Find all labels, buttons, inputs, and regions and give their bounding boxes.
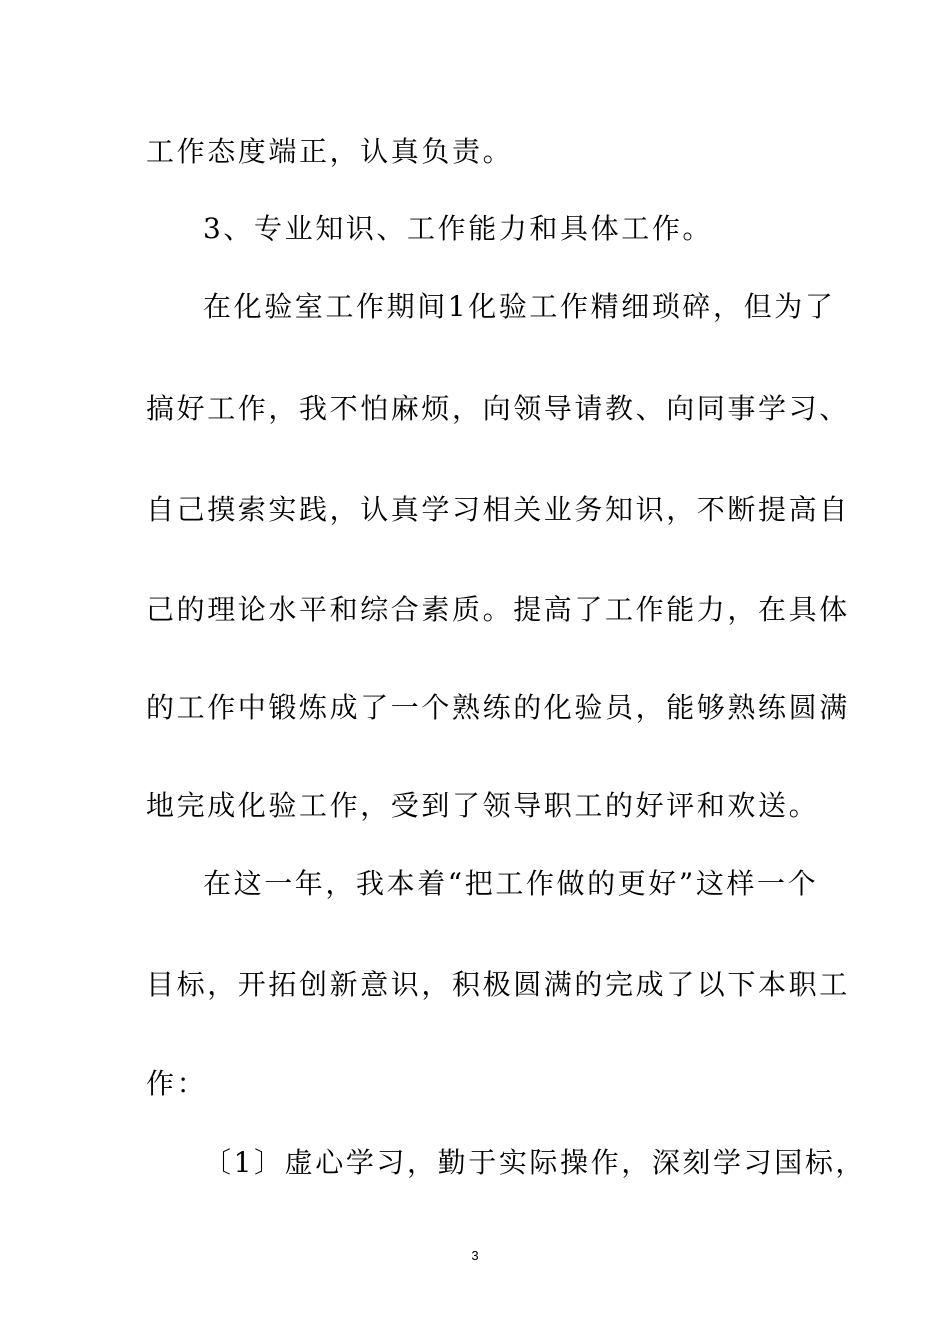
text-line-9: 在这一年，我本着“把工作做的更好”这样一个 — [203, 867, 819, 900]
page-number: 3 — [471, 1248, 479, 1263]
text-line-4: 搞好工作，我不怕麻烦，向领导请教、向同事学习、 — [146, 392, 850, 425]
text-line-3: 在化验室工作期间1化验工作精细琐碎，但为了 — [203, 290, 836, 323]
text-line-10: 目标，开拓创新意识，积极圆满的完成了以下本职工 — [146, 968, 850, 1001]
text-line-5: 自己摸索实践，认真学习相关业务知识，不断提高自 — [146, 493, 850, 526]
text-line-8: 地完成化验工作，受到了领导职工的好评和欢送。 — [146, 789, 820, 822]
text-line-6: 己的理论水平和综合素质。提高了工作能力，在具体 — [146, 593, 850, 626]
text-line-11: 作： — [146, 1067, 208, 1100]
text-line-1: 工作态度端正，认真负责。 — [146, 135, 514, 168]
section-heading-3: 3、专业知识、工作能力和具体工作。 — [203, 212, 714, 245]
text-line-7: 的工作中锻炼成了一个熟练的化验员，能够熟练圆满 — [146, 691, 850, 724]
text-line-12: 〔1〕虚心学习，勤于实际操作，深刻学习国标， — [203, 1146, 867, 1179]
